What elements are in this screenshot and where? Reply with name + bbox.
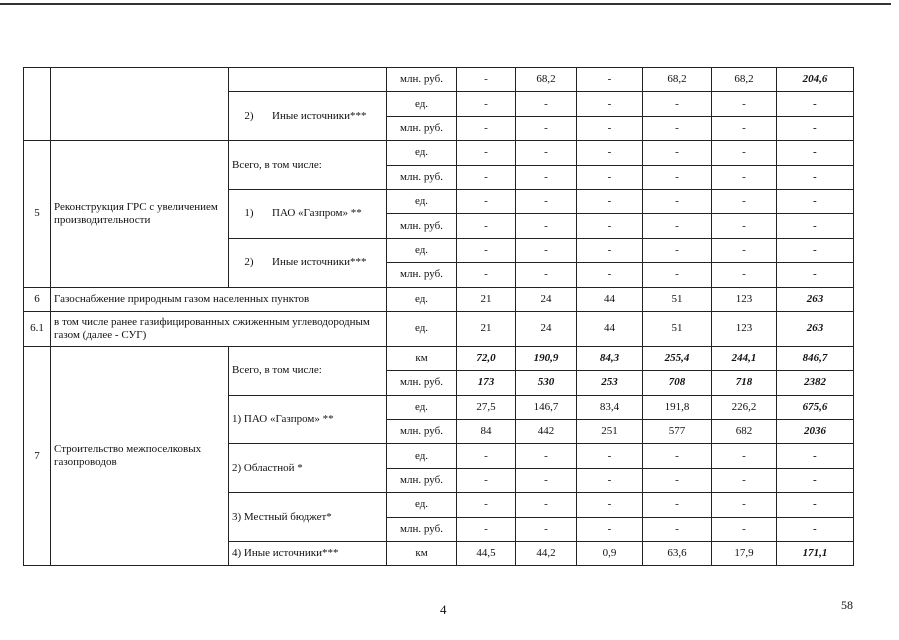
value-cell: -	[457, 141, 516, 165]
value-cell: 51	[643, 311, 712, 346]
total-value-cell: -	[777, 263, 854, 287]
unit-cell: млн. руб.	[387, 68, 457, 92]
unit-cell: ед.	[387, 493, 457, 517]
value-cell: -	[516, 444, 577, 468]
value-cell: 21	[457, 287, 516, 311]
source-name: Иные источники***	[272, 256, 367, 269]
unit-cell: км	[387, 542, 457, 566]
value-cell: -	[516, 165, 577, 189]
value-cell: 72,0	[457, 346, 516, 370]
total-value-cell: 263	[777, 311, 854, 346]
value-cell: -	[712, 165, 777, 189]
row-number-cell	[24, 68, 51, 141]
value-cell: -	[577, 116, 643, 140]
value-cell: -	[712, 92, 777, 116]
value-cell: -	[516, 238, 577, 262]
row-title-cell: в том числе ранее газифицированных сжиженным углеводородным газом (далее - СУГ)	[51, 311, 387, 346]
value-cell: -	[712, 214, 777, 238]
source-cell: 4) Иные источники***	[229, 542, 387, 566]
value-cell: 44,2	[516, 542, 577, 566]
value-cell: 68,2	[712, 68, 777, 92]
total-value-cell: 2036	[777, 420, 854, 444]
unit-cell: ед.	[387, 311, 457, 346]
value-cell: 51	[643, 287, 712, 311]
table-row	[24, 287, 854, 311]
unit-cell: млн. руб.	[387, 214, 457, 238]
total-value-cell: 675,6	[777, 395, 854, 419]
source-name: ПАО «Газпром» **	[272, 207, 362, 220]
value-cell: -	[457, 263, 516, 287]
source-number: 2)	[244, 109, 254, 122]
value-cell: -	[577, 468, 643, 492]
unit-cell: ед.	[387, 287, 457, 311]
value-cell: 21	[457, 311, 516, 346]
value-cell: 44,5	[457, 542, 516, 566]
value-cell: -	[577, 493, 643, 517]
value-cell: 244,1	[712, 346, 777, 370]
value-cell: -	[516, 214, 577, 238]
page-number: 4	[440, 602, 447, 617]
total-value-cell: -	[777, 493, 854, 517]
table-row	[24, 346, 854, 370]
value-cell: 191,8	[643, 395, 712, 419]
total-value-cell: 171,1	[777, 542, 854, 566]
total-value-cell: 846,7	[777, 346, 854, 370]
source-name: Иные источники***	[272, 109, 367, 122]
total-value-cell: -	[777, 444, 854, 468]
value-cell: 17,9	[712, 542, 777, 566]
value-cell: -	[516, 141, 577, 165]
source-cell	[229, 189, 387, 238]
value-cell: -	[712, 116, 777, 140]
value-cell: 24	[516, 311, 577, 346]
value-cell: -	[712, 444, 777, 468]
total-value-cell: -	[777, 116, 854, 140]
unit-cell: млн. руб.	[387, 371, 457, 395]
total-value-cell: -	[777, 517, 854, 541]
value-cell: -	[577, 92, 643, 116]
source-cell	[229, 68, 387, 92]
total-value-cell: -	[777, 141, 854, 165]
unit-cell: ед.	[387, 92, 457, 116]
unit-cell: ед.	[387, 395, 457, 419]
value-cell: -	[457, 165, 516, 189]
value-cell: -	[577, 141, 643, 165]
value-cell: 27,5	[457, 395, 516, 419]
value-cell: -	[643, 493, 712, 517]
value-cell: -	[643, 444, 712, 468]
value-cell: -	[457, 238, 516, 262]
value-cell: 708	[643, 371, 712, 395]
value-cell: 146,7	[516, 395, 577, 419]
value-cell: 84,3	[577, 346, 643, 370]
table-row	[24, 311, 854, 346]
value-cell: -	[516, 517, 577, 541]
total-value-cell: -	[777, 165, 854, 189]
value-cell: -	[712, 189, 777, 213]
value-cell: -	[457, 468, 516, 492]
unit-cell: млн. руб.	[387, 116, 457, 140]
value-cell: 0,9	[577, 542, 643, 566]
value-cell: -	[577, 68, 643, 92]
value-cell: -	[577, 165, 643, 189]
value-cell: 83,4	[577, 395, 643, 419]
total-value-cell: 263	[777, 287, 854, 311]
value-cell: -	[712, 141, 777, 165]
value-cell: 173	[457, 371, 516, 395]
value-cell: 718	[712, 371, 777, 395]
unit-cell: ед.	[387, 238, 457, 262]
source-cell: 1) ПАО «Газпром» **	[229, 395, 387, 444]
row-number-cell: 6.1	[24, 311, 51, 346]
value-cell: 577	[643, 420, 712, 444]
total-value-cell: -	[777, 92, 854, 116]
value-cell: -	[516, 468, 577, 492]
value-cell: 68,2	[516, 68, 577, 92]
value-cell: -	[712, 517, 777, 541]
value-cell: 530	[516, 371, 577, 395]
value-cell: 123	[712, 311, 777, 346]
value-cell: -	[457, 444, 516, 468]
unit-cell: ед.	[387, 141, 457, 165]
row-title-cell: Газоснабжение природным газом населенных пунктов	[51, 287, 387, 311]
total-value-cell: 2382	[777, 371, 854, 395]
value-cell: -	[457, 68, 516, 92]
table-row	[24, 68, 854, 92]
value-cell: -	[457, 517, 516, 541]
value-cell: -	[516, 189, 577, 213]
value-cell: -	[643, 189, 712, 213]
unit-cell: млн. руб.	[387, 468, 457, 492]
value-cell: 226,2	[712, 395, 777, 419]
value-cell: -	[643, 263, 712, 287]
value-cell: 251	[577, 420, 643, 444]
source-cell: Всего, в том числе:	[229, 141, 387, 190]
source-number: 1)	[244, 207, 254, 220]
top-rule	[0, 3, 891, 5]
value-cell: -	[712, 468, 777, 492]
source-cell: 3) Местный бюджет*	[229, 493, 387, 542]
value-cell: 442	[516, 420, 577, 444]
value-cell: 682	[712, 420, 777, 444]
sheet-number: 58	[841, 598, 853, 612]
value-cell: -	[643, 238, 712, 262]
unit-cell: млн. руб.	[387, 263, 457, 287]
value-cell: 253	[577, 371, 643, 395]
value-cell: -	[577, 263, 643, 287]
value-cell: -	[516, 116, 577, 140]
value-cell: -	[457, 92, 516, 116]
value-cell: 255,4	[643, 346, 712, 370]
source-cell: Всего, в том числе:	[229, 346, 387, 395]
value-cell: -	[643, 165, 712, 189]
value-cell: 68,2	[643, 68, 712, 92]
value-cell: -	[643, 214, 712, 238]
total-value-cell: -	[777, 238, 854, 262]
row-number-cell: 7	[24, 346, 51, 566]
value-cell: -	[712, 238, 777, 262]
value-cell: 44	[577, 287, 643, 311]
value-cell: -	[457, 214, 516, 238]
value-cell: 123	[712, 287, 777, 311]
value-cell: -	[577, 517, 643, 541]
source-cell: 2) Областной *	[229, 444, 387, 493]
row-number-cell: 5	[24, 141, 51, 287]
value-cell: -	[643, 468, 712, 492]
total-value-cell: -	[777, 468, 854, 492]
row-title-cell	[51, 68, 229, 141]
row-title-cell: Строительство межпоселковых газопроводов	[51, 346, 229, 566]
value-cell: 24	[516, 287, 577, 311]
total-value-cell: -	[777, 189, 854, 213]
value-cell: 84	[457, 420, 516, 444]
unit-cell: км	[387, 346, 457, 370]
unit-cell: млн. руб.	[387, 517, 457, 541]
row-title-cell: Реконструкция ГРС с увеличением производительности	[51, 141, 229, 287]
value-cell: -	[577, 238, 643, 262]
source-cell	[229, 238, 387, 287]
value-cell: -	[457, 116, 516, 140]
value-cell: -	[712, 493, 777, 517]
gas-program-table	[23, 67, 854, 566]
unit-cell: млн. руб.	[387, 165, 457, 189]
total-value-cell: -	[777, 214, 854, 238]
value-cell: -	[577, 444, 643, 468]
source-number: 2)	[244, 256, 254, 269]
value-cell: 190,9	[516, 346, 577, 370]
value-cell: 63,6	[643, 542, 712, 566]
source-cell	[229, 92, 387, 141]
value-cell: -	[577, 214, 643, 238]
table-row	[24, 141, 854, 165]
value-cell: -	[577, 189, 643, 213]
value-cell: -	[643, 517, 712, 541]
value-cell: -	[712, 263, 777, 287]
value-cell: -	[457, 189, 516, 213]
value-cell: -	[457, 493, 516, 517]
total-value-cell: 204,6	[777, 68, 854, 92]
value-cell: -	[643, 116, 712, 140]
value-cell: 44	[577, 311, 643, 346]
unit-cell: ед.	[387, 189, 457, 213]
unit-cell: млн. руб.	[387, 420, 457, 444]
value-cell: -	[643, 92, 712, 116]
value-cell: -	[516, 263, 577, 287]
row-number-cell: 6	[24, 287, 51, 311]
value-cell: -	[643, 141, 712, 165]
value-cell: -	[516, 493, 577, 517]
value-cell: -	[516, 92, 577, 116]
unit-cell: ед.	[387, 444, 457, 468]
